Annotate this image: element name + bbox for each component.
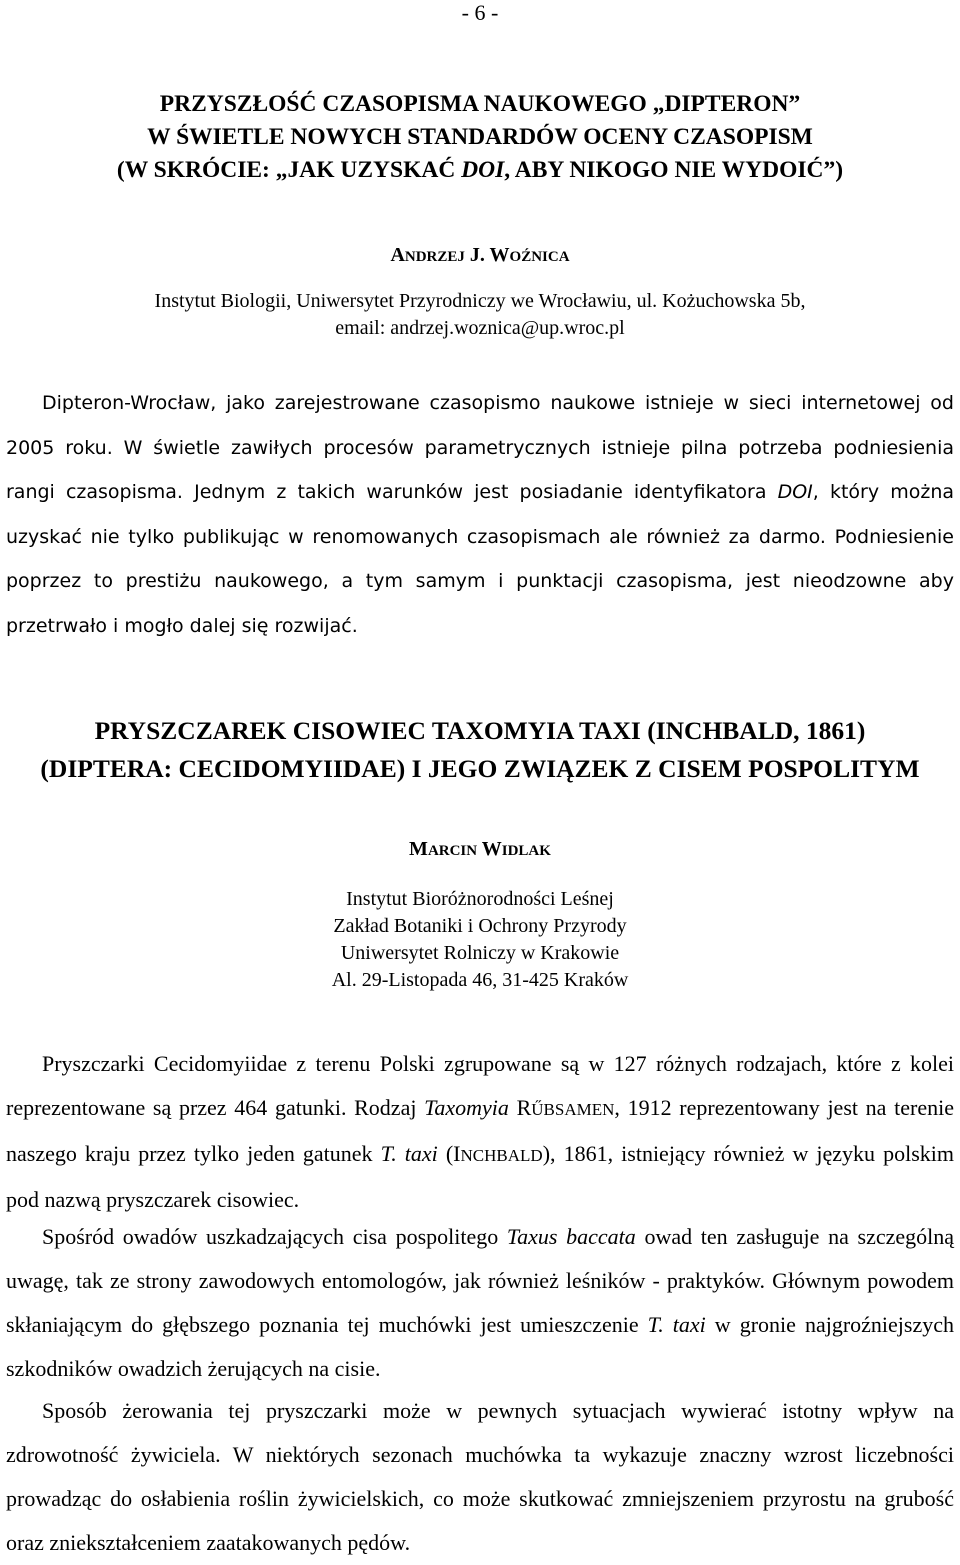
article2-author: MARCIN WIDLAK [409,838,551,860]
affiliation-line: Instytut Bioróżnorodności Leśnej [346,888,614,910]
page-number: - 6 - [461,0,499,25]
affiliation-line: Al. 29-Listopada 46, 31-425 Kraków [331,969,629,991]
article2-title-line: (DIPTERA: CECIDOMYIIDAE) I JEGO ZWIĄZEK Z CISEM POSPOLITYM [40,754,920,783]
article1-title-line: (W SKRÓCIE: „JAK UZYSKAĆ DOI, ABY NIKOGO NIE WYDOIĆ”) [116,157,844,183]
article2-title [0,712,960,788]
affiliation-line: Instytut Biologii, Uniwersytet Przyrodniczy we Wrocławiu, ul. Kożuchowska 5b, [154,290,806,312]
article2-paragraph-3: Sposób żerowania tej pryszczarki może w pewnych sytuacjach wywierać istotny wpływ na zdrowotność żywiciela. W niektórych sezonach muchówka ta wykazuje znaczny wzrost liczebności prowadząc do osłabienia roślin żywicielskich, co może skutkować zmniejszeniem przyrostu na grubość oraz zniekształceniem zaatakowanych pędów. [6,1398,954,1555]
article1-title-line: W ŚWIETLE NOWYCH STANDARDÓW OCENY CZASOPISM [147,124,813,150]
article1-affiliation [0,288,960,342]
article2-affiliation [0,886,960,994]
affiliation-line: Zakład Botaniki i Ochrony Przyrody [333,915,627,937]
affiliation-email: email: andrzej.woznica@up.wroc.pl [335,317,625,339]
article1-title-line: PRZYSZŁOŚĆ CZASOPISMA NAUKOWEGO „DIPTERON” [159,91,801,117]
article1-abstract: Dipteron-Wrocław, jako zarejestrowane czasopismo naukowe istnieje w sieci internetowej od 2005 roku. W świetle zawiłych procesów parametrycznych istnieje pilna potrzeba podniesienia rangi czasopisma. Jednym z takich warunków jest posiadanie identyfikatora DOI, który można uzyskać nie tylko publikując w renomowanych czasopismach ale również za darmo. Podniesienie poprzez to prestiżu naukowego, a tym samym i punktacji czasopisma, jest nieodzowne aby przetrwało i mogło dalej się rozwijać. [6,392,954,637]
article2-title-line: PRYSZCZAREK CISOWIEC TAXOMYIA TAXI (INCHBALD, 1861) [94,716,866,745]
article2-paragraph-1: Pryszczarki Cecidomyiidae z terenu Polski zgrupowane są w 127 różnych rodzajach, które z kolei reprezentowane są przez 464 gatunki. Rodzaj Taxomyia RŰBSAMEN, 1912 reprezentowany jest na terenie naszego kraju przez tylko jeden gatunek T. taxi (INCHBALD), 1861, istniejący również w języku polskim pod nazwą pryszczarek cisowiec. [6,1051,955,1212]
article1-title [0,88,960,187]
article1-author: ANDRZEJ J. WOŹNICA [390,244,570,266]
doi-italic: DOI [461,157,505,183]
affiliation-line: Uniwersytet Rolniczy w Krakowie [340,942,620,964]
article2-paragraph-2: Spośród owadów uszkadzających cisa pospolitego Taxus baccata owad ten zasługuje na szczególną uwagę, tak ze strony zawodowych entomologów, jak również leśników - praktyków. Głównym powodem skłaniającym do głębszego poznania tej muchówki jest umieszczenie T. taxi w gronie najgroźniejszych szkodników owadzich żerujących na cisie. [6,1224,955,1381]
